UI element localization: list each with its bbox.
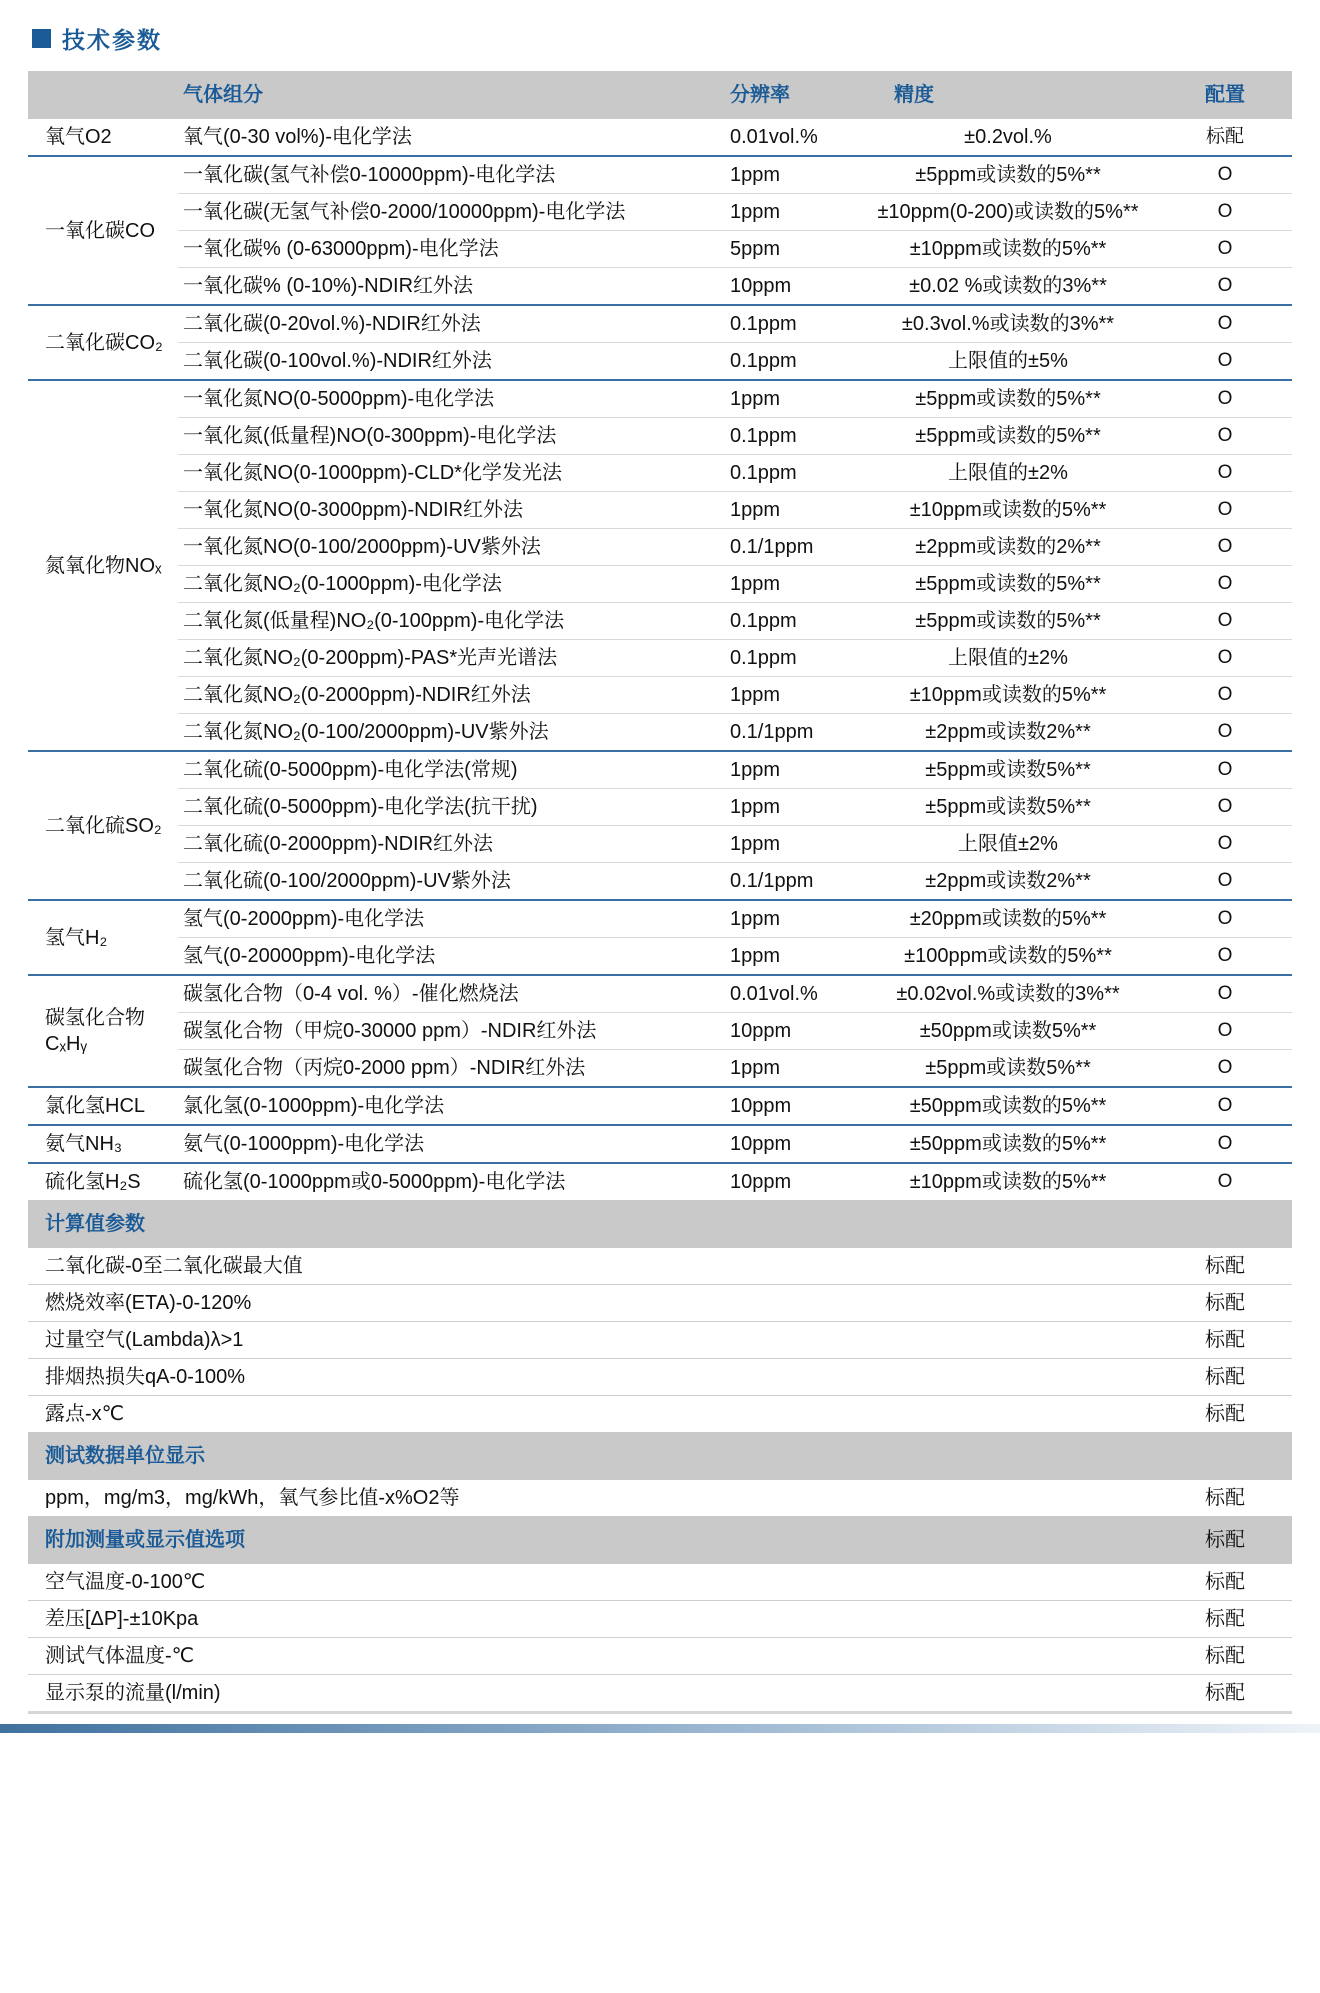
gas-group [28,379,1292,750]
resolution-cell: 0.1ppm [730,462,797,484]
precision-cell: 上限值的±5% [948,350,1068,372]
config-cell: 标配 [1205,1329,1245,1351]
config-cell: O [1217,1170,1233,1192]
config-cell: O [1217,274,1233,296]
resolution-cell: 0.1/1ppm [730,721,814,743]
section-row [28,1395,1292,1432]
config-cell: 标配 [1205,125,1244,147]
precision-cell: ±10ppm(0-200)或读数的5%** [877,201,1139,223]
table-row [178,639,1292,676]
resolution-cell: 1ppm [730,1057,781,1079]
title-bar [32,22,1292,55]
gas-cell: 氧气(0-30 vol%)-电化学法 [183,126,412,148]
group-rows [178,119,1292,155]
resolution-cell: 0.01vol.% [730,126,818,148]
gas-cell: 二氧化碳(0-100vol.%)-NDIR红外法 [183,350,492,372]
resolution-cell: 1ppm [730,759,781,781]
table-row [178,825,1292,862]
group-rows [178,752,1292,899]
precision-cell: ±5ppm或读数的5%** [915,425,1101,447]
precision-cell: ±5ppm或读数的5%** [915,164,1101,186]
gas-groups [28,119,1292,1200]
precision-cell: ±0.3vol.%或读数的3%** [901,313,1115,335]
precision-cell: ±2ppm或读数2%** [925,721,1091,743]
gas-cell: 一氧化碳(无氢气补偿0-2000/10000ppm)-电化学法 [183,201,626,223]
gas-cell: 二氧化氮NO₂(0-100/2000ppm)-UV紫外法 [183,721,549,743]
config-cell: O [1217,312,1233,334]
table-row [178,381,1292,417]
table-row [178,1126,1292,1162]
config-cell: O [1217,349,1233,371]
group-rows [178,381,1292,750]
group-label: 硫化氢H₂S [45,1171,141,1193]
gas-cell: 碳氢化合物（甲烷0-30000 ppm）-NDIR红外法 [183,1020,597,1042]
config-cell: O [1217,1019,1233,1041]
group-label: 氨气NH₃ [45,1133,123,1155]
spec-table [28,71,1292,1714]
precision-cell: ±5ppm或读数5%** [925,759,1091,781]
table-row [178,157,1292,193]
gas-cell: 一氧化氮NO(0-100/2000ppm)-UV紫外法 [183,536,541,558]
gas-cell: 一氧化碳% (0-10%)-NDIR红外法 [183,275,474,297]
config-cell: O [1217,982,1233,1004]
group-label: 氧气O2 [45,126,112,148]
gas-group [28,899,1292,974]
col-header-config: 配置 [1205,84,1245,106]
gas-cell: 二氧化硫(0-100/2000ppm)-UV紫外法 [183,870,511,892]
table-row [178,1088,1292,1124]
config-cell: O [1217,237,1233,259]
page-title: 技术参数 [62,27,162,53]
section-row [28,1248,1292,1284]
section-row [28,1637,1292,1674]
config-cell: 标配 [1205,1608,1245,1630]
gas-cell: 二氧化硫(0-2000ppm)-NDIR红外法 [183,833,494,855]
precision-cell: ±50ppm或读数的5%** [909,1095,1107,1117]
gas-group [28,974,1292,1086]
table-row [178,937,1292,974]
precision-cell: ±5ppm或读数5%** [925,1057,1091,1079]
precision-cell: ±20ppm或读数的5%** [909,908,1107,930]
config-cell: O [1217,163,1233,185]
precision-cell: ±100ppm或读数的5%** [904,945,1112,967]
gas-group [28,750,1292,899]
table-row [178,565,1292,602]
resolution-cell: 0.1ppm [730,425,797,447]
table-row [178,1049,1292,1086]
config-cell: 标配 [1205,1255,1245,1277]
gas-cell: 氢气(0-20000ppm)-电化学法 [183,945,436,967]
resolution-cell: 0.1/1ppm [730,870,814,892]
resolution-cell: 10ppm [730,1171,792,1193]
resolution-cell: 1ppm [730,201,781,223]
precision-cell: ±10ppm或读数的5%** [909,684,1107,706]
col-header-resolution: 分辨率 [730,84,790,106]
config-cell: 标配 [1205,1682,1245,1704]
gas-group [28,1124,1292,1162]
section-row [28,1321,1292,1358]
section-row [28,1674,1292,1711]
col-header-gas-component: 气体组分 [183,84,263,106]
table-row [178,306,1292,342]
resolution-cell: 1ppm [730,684,781,706]
gas-group [28,1086,1292,1124]
group-rows [178,901,1292,974]
resolution-cell: 0.1ppm [730,350,797,372]
gas-cell: 一氧化碳% (0-63000ppm)-电化学法 [183,238,499,260]
resolution-cell: 1ppm [730,908,781,930]
precision-cell: ±50ppm或读数5%** [919,1020,1097,1042]
section-row-label: 过量空气(Lambda)λ>1 [45,1329,244,1351]
table-row [178,342,1292,379]
resolution-cell: 0.1/1ppm [730,536,814,558]
config-cell: O [1217,646,1233,668]
precision-cell: ±5ppm或读数5%** [925,796,1091,818]
table-row [178,193,1292,230]
section-row-label: 空气温度-0-100℃ [45,1571,206,1593]
table-row [178,417,1292,454]
group-rows [178,306,1292,379]
precision-cell: ±10ppm或读数的5%** [909,238,1107,260]
resolution-cell: 10ppm [730,1095,792,1117]
resolution-cell: 10ppm [730,275,792,297]
config-cell: O [1217,1056,1233,1078]
table-header-row [28,71,1292,119]
table-row [178,267,1292,304]
group-rows [178,1164,1292,1200]
section-title: 计算值参数 [45,1213,145,1235]
resolution-cell: 1ppm [730,796,781,818]
precision-cell: ±10ppm或读数的5%** [909,1171,1107,1193]
resolution-cell: 0.1ppm [730,313,797,335]
section-row-label: 二氧化碳-0至二氧化碳最大值 [45,1255,303,1277]
resolution-cell: 10ppm [730,1020,792,1042]
footer-gradient-bar [0,1724,1320,1733]
config-cell: O [1217,1094,1233,1116]
group-rows [178,157,1292,304]
gas-cell: 氯化氢(0-1000ppm)-电化学法 [183,1095,445,1117]
gas-cell: 二氧化氮NO₂(0-1000ppm)-电化学法 [183,573,502,595]
config-cell: O [1217,869,1233,891]
config-cell: 标配 [1205,1292,1245,1314]
config-cell: O [1217,572,1233,594]
gas-cell: 二氧化氮NO₂(0-2000ppm)-NDIR红外法 [183,684,531,706]
col-header-precision: 精度 [894,84,934,106]
gas-cell: 一氧化氮NO(0-1000ppm)-CLD*化学发光法 [183,462,562,484]
group-label: 氯化氢HCL [45,1095,146,1117]
precision-cell: 上限值的±2% [948,462,1068,484]
precision-cell: ±5ppm或读数的5%** [915,610,1101,632]
config-cell: O [1217,424,1233,446]
table-row [178,788,1292,825]
precision-cell: ±2ppm或读数2%** [925,870,1091,892]
table-row [178,713,1292,750]
precision-cell: ±0.2vol.% [964,126,1052,148]
resolution-cell: 1ppm [730,499,781,521]
resolution-cell: 0.1ppm [730,647,797,669]
section-row-label: 差压[ΔP]-±10Kpa [45,1608,199,1630]
gas-group [28,304,1292,379]
config-cell: O [1217,944,1233,966]
config-cell: O [1217,1132,1233,1154]
gas-cell: 一氧化碳(氢气补偿0-10000ppm)-电化学法 [183,164,556,186]
section-row [28,1284,1292,1321]
table-row [178,491,1292,528]
config-cell: O [1217,498,1233,520]
gas-cell: 二氧化氮NO₂(0-200ppm)-PAS*光声光谱法 [183,647,558,669]
table-row [178,602,1292,639]
table-row [178,976,1292,1012]
config-cell: O [1217,832,1233,854]
section-row [28,1564,1292,1600]
gas-group [28,155,1292,304]
gas-group [28,119,1292,155]
section-row [28,1600,1292,1637]
gas-cell: 二氧化硫(0-5000ppm)-电化学法(抗干扰) [183,796,538,818]
gas-cell: 一氧化氮(低量程)NO(0-300ppm)-电化学法 [183,425,557,447]
resolution-cell: 1ppm [730,388,781,410]
section-row-label: 排烟热损失qA-0-100% [45,1366,246,1388]
table-row [178,230,1292,267]
gas-cell: 碳氢化合物（丙烷0-2000 ppm）-NDIR红外法 [183,1057,586,1079]
section-row [28,1480,1292,1516]
section-row-label: 露点-x℃ [45,1403,125,1425]
group-label: 一氧化碳CO [45,219,155,242]
section-header [28,1432,1292,1480]
table-row [178,901,1292,937]
section-row [28,1358,1292,1395]
group-label: 二氧化碳CO₂ [45,331,163,354]
resolution-cell: 5ppm [730,238,781,260]
section-row-label: 燃烧效率(ETA)-0-120% [45,1292,252,1314]
gas-group [28,1162,1292,1200]
config-cell: O [1217,907,1233,929]
precision-cell: ±10ppm或读数的5%** [909,499,1107,521]
table-row [178,752,1292,788]
gas-cell: 氨气(0-1000ppm)-电化学法 [183,1133,425,1155]
config-cell: O [1217,461,1233,483]
section-header [28,1516,1292,1564]
resolution-cell: 0.1ppm [730,610,797,632]
extra-sections [28,1200,1292,1714]
config-cell: O [1217,758,1233,780]
group-rows [178,1088,1292,1124]
group-label: 氢气H₂ [45,926,108,949]
section-row-label: ppm，mg/m3，mg/kWh，氧气参比值-x%O2等 [45,1487,460,1509]
gas-cell: 二氧化氮(低量程)NO₂(0-100ppm)-电化学法 [183,610,565,632]
group-label: 碳氢化合物CₓHᵧ [45,1007,145,1055]
resolution-cell: 10ppm [730,1133,792,1155]
section-row-label: 测试气体温度-℃ [45,1645,195,1667]
config-cell: O [1217,200,1233,222]
config-cell: 标配 [1205,1645,1245,1667]
gas-cell: 氢气(0-2000ppm)-电化学法 [183,908,425,930]
config-cell: 标配 [1205,1366,1245,1388]
config-cell: O [1217,683,1233,705]
group-label: 二氧化硫SO₂ [45,814,162,837]
section-row-label: 显示泵的流量(l/min) [45,1682,221,1704]
section-header [28,1200,1292,1248]
gas-cell: 碳氢化合物（0-4 vol. %）-催化燃烧法 [183,983,519,1005]
config-cell: O [1217,535,1233,557]
config-cell: O [1217,795,1233,817]
table-row [178,676,1292,713]
gas-cell: 二氧化碳(0-20vol.%)-NDIR红外法 [183,313,481,335]
config-cell: O [1217,720,1233,742]
gas-cell: 二氧化硫(0-5000ppm)-电化学法(常规) [183,759,518,781]
precision-cell: ±0.02 %或读数的3%** [909,275,1107,297]
table-row [178,862,1292,899]
table-row [178,1164,1292,1200]
gas-cell: 一氧化氮NO(0-5000ppm)-电化学法 [183,388,495,410]
group-rows [178,1126,1292,1162]
config-cell: 标配 [1205,1403,1245,1425]
gas-cell: 一氧化氮NO(0-3000ppm)-NDIR红外法 [183,499,524,521]
config-cell: 标配 [1205,1571,1245,1593]
gas-cell: 硫化氢(0-1000ppm或0-5000ppm)-电化学法 [183,1171,566,1193]
section-header-config: 标配 [1205,1529,1245,1551]
table-row [178,1012,1292,1049]
precision-cell: ±50ppm或读数的5%** [909,1133,1107,1155]
precision-cell: 上限值±2% [958,833,1058,855]
resolution-cell: 1ppm [730,833,781,855]
title-bullet-icon [32,29,51,48]
group-label: 氮氧化物NOₓ [45,554,162,577]
precision-cell: ±5ppm或读数的5%** [915,573,1101,595]
resolution-cell: 1ppm [730,945,781,967]
group-rows [178,976,1292,1086]
config-cell: O [1217,609,1233,631]
resolution-cell: 1ppm [730,164,781,186]
table-row [178,454,1292,491]
resolution-cell: 1ppm [730,573,781,595]
precision-cell: ±0.02vol.%或读数的3%** [896,983,1120,1005]
resolution-cell: 0.01vol.% [730,983,818,1005]
precision-cell: 上限值的±2% [948,647,1068,669]
config-cell: 标配 [1205,1487,1245,1509]
config-cell: O [1217,387,1233,409]
section-title: 测试数据单位显示 [45,1445,205,1467]
table-row [178,119,1292,155]
table-row [178,528,1292,565]
precision-cell: ±2ppm或读数的2%** [915,536,1101,558]
precision-cell: ±5ppm或读数的5%** [915,388,1101,410]
section-title: 附加测量或显示值选项 [45,1529,245,1551]
